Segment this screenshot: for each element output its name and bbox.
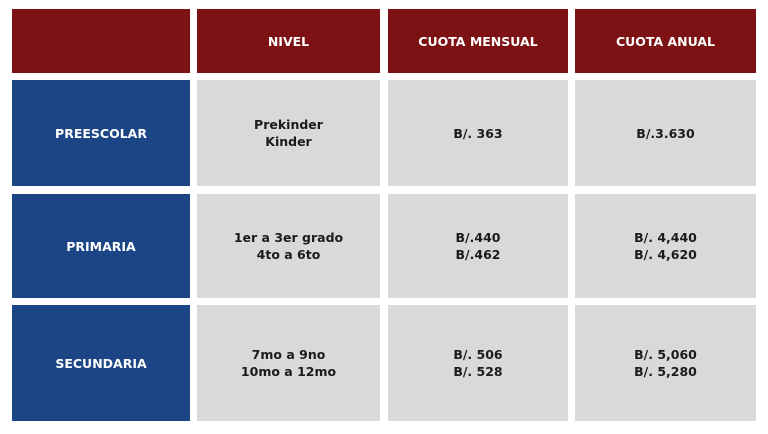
level-cell-secundaria bbox=[12, 305, 190, 421]
level-label: PREESCOLAR bbox=[55, 125, 147, 141]
level-cell-primaria bbox=[12, 194, 190, 298]
grades-cell-secundaria bbox=[197, 305, 380, 421]
annual-fee: B/. 4,620 bbox=[634, 247, 697, 262]
header-cuota-mensual-cell bbox=[388, 9, 568, 73]
annual-fee: B/. 5,060 bbox=[634, 347, 697, 362]
header-corner-cell bbox=[12, 9, 190, 73]
annual-cell-preescolar bbox=[575, 80, 756, 186]
monthly-cell-preescolar bbox=[388, 80, 568, 186]
monthly-cell-primaria bbox=[388, 194, 568, 298]
monthly-fee: B/. 528 bbox=[453, 364, 503, 379]
monthly-cell-secundaria bbox=[388, 305, 568, 421]
grades-cell-primaria bbox=[197, 194, 380, 298]
level-label: PRIMARIA bbox=[66, 238, 136, 254]
annual-fee: B/. 5,280 bbox=[634, 364, 697, 379]
grades-cell-preescolar bbox=[197, 80, 380, 186]
annual-fee: B/. 4,440 bbox=[634, 230, 697, 245]
grade-line: 1er a 3er grado bbox=[233, 230, 344, 245]
annual-cell-primaria bbox=[575, 194, 756, 298]
monthly-fee: B/.440 bbox=[455, 230, 501, 245]
grade-line: 4to a 6to bbox=[256, 247, 321, 262]
grade-line: 10mo a 12mo bbox=[240, 364, 337, 379]
monthly-fee: B/.462 bbox=[455, 247, 501, 262]
annual-cell-secundaria bbox=[575, 305, 756, 421]
header-cuota-mensual-label: CUOTA MENSUAL bbox=[418, 33, 538, 49]
level-cell-preescolar bbox=[12, 80, 190, 186]
grade-line: Prekinder bbox=[254, 117, 323, 132]
annual-fee: B/.3.630 bbox=[636, 125, 695, 141]
header-nivel-label: NIVEL bbox=[267, 33, 310, 49]
header-nivel-cell bbox=[197, 9, 380, 73]
grade-line: Kinder bbox=[265, 134, 312, 149]
monthly-fee: B/. 363 bbox=[453, 125, 503, 141]
level-label: SECUNDARIA bbox=[55, 355, 147, 371]
monthly-fee: B/. 506 bbox=[453, 347, 503, 362]
header-cuota-anual-cell bbox=[575, 9, 756, 73]
grade-line: 7mo a 9no bbox=[251, 347, 326, 362]
header-cuota-anual-label: CUOTA ANUAL bbox=[615, 33, 716, 49]
